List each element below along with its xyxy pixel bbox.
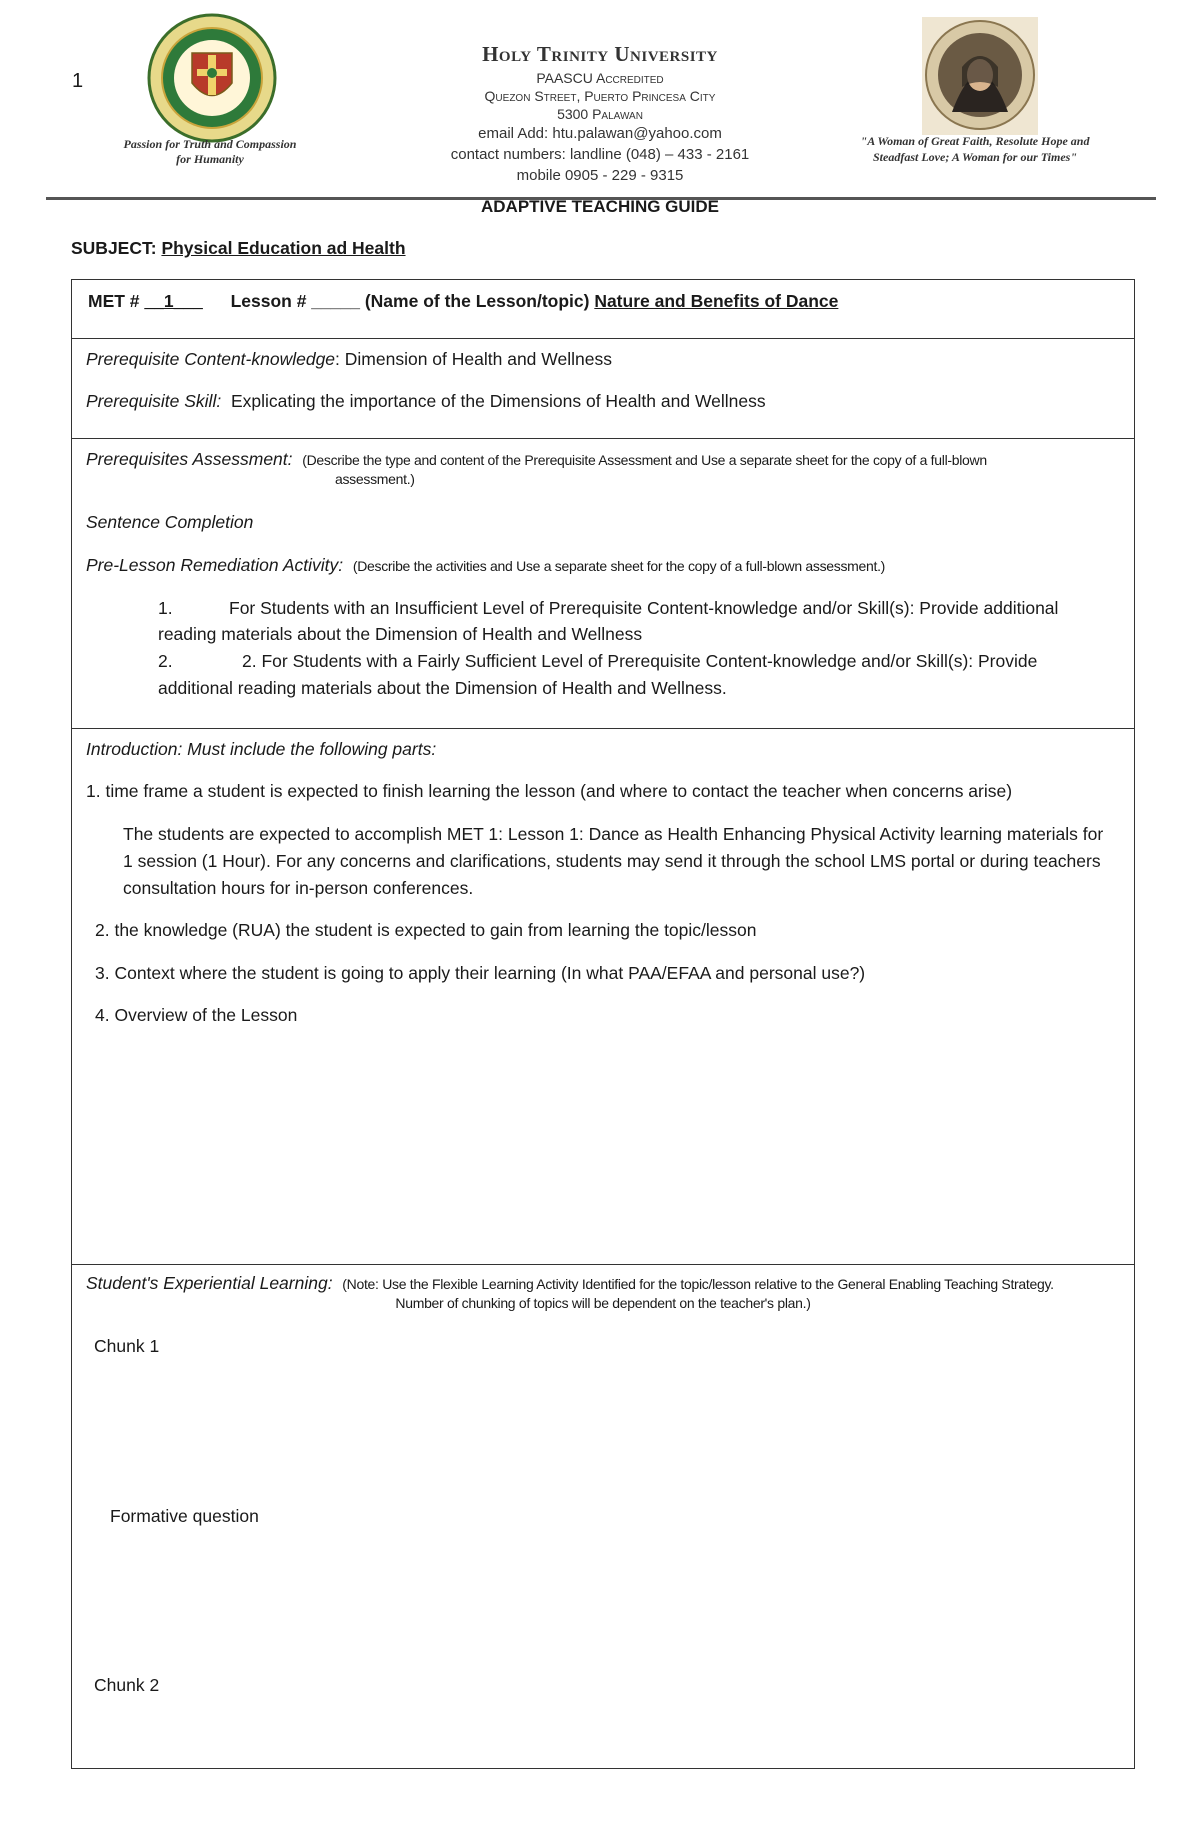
row-divider — [72, 728, 1134, 729]
remediation-note: (Describe the activities and Use a separate sheet for the copy of a full-blown assessment.) — [352, 558, 886, 574]
intro-part-1: 1. time frame a student is expected to finish learning the lesson (and where to contact the teacher when concerns arise) — [86, 781, 1013, 801]
address-line-1: Quezon Street, Puerto Princesa City — [484, 88, 716, 104]
left-motto: Passion for Truth and Compassion for Humanity — [123, 137, 297, 166]
introduction-heading: Introduction: Must include the following parts: — [86, 739, 437, 759]
lesson-value: _____ — [311, 291, 360, 311]
prereq-content — [86, 346, 612, 373]
remediation-item-1-line-1: For Students with an Insufficient Level of Prerequisite Content-knowledge and/or Skill(s): Provide additional — [229, 598, 1059, 618]
lesson-label: Lesson # — [230, 291, 312, 311]
remediation-item-2-line-2: additional reading materials about the Dimension of Health and Wellness. — [158, 678, 727, 698]
experiential-label: Student's Experiential Learning: — [86, 1273, 333, 1293]
university-name: Holy Trinity University — [482, 42, 718, 66]
assessment-heading — [86, 446, 987, 474]
intro-part-3: 3. Context where the student is going to apply their learning (In what PAA/EFAA and personal use?) — [95, 963, 866, 983]
remediation-item-1-num: 1. — [158, 598, 173, 618]
assessment-note-1: (Describe the type and content of the Prerequisite Assessment and Use a separate sheet for the copy of a full-blown — [302, 452, 987, 468]
row-divider — [72, 438, 1134, 439]
prereq-content-label: Prerequisite Content-knowledge — [86, 349, 336, 369]
teaching-guide-table — [71, 279, 1135, 1769]
intro-paragraph-line-3: consultation hours for in-person conferences. — [123, 878, 474, 898]
mobile-line: mobile 0905 - 229 - 9315 — [516, 167, 684, 184]
prereq-content-value: : Dimension of Health and Wellness — [335, 349, 612, 369]
university-info — [370, 42, 830, 186]
prereq-skill — [86, 388, 766, 415]
prereq-skill-value: Explicating the importance of the Dimensions of Health and Wellness — [230, 391, 766, 411]
remediation-item-2-line-1: 2. For Students with a Fairly Sufficient Level of Prerequisite Content-knowledge and/or Skill(s): Provide — [242, 651, 1038, 671]
experiential-note-2: Number of chunking of topics will be dependent on the teacher's plan.) — [395, 1295, 811, 1311]
assessment-type: Sentence Completion — [86, 512, 254, 532]
assessment-label: Prerequisites Assessment: — [86, 449, 293, 469]
remediation-heading — [86, 552, 885, 580]
email-line: email Add: htu.palawan@yahoo.com — [478, 125, 722, 142]
met-label: MET # — [88, 291, 145, 311]
accreditation: PAASCU Accredited — [536, 70, 664, 86]
address-line-2: 5300 Palawan — [557, 106, 643, 122]
intro-paragraph-line-2: 1 session (1 Hour). For any concerns and clarifications, students may send it through the school LMS portal or during teachers — [123, 851, 1101, 871]
portrait-seal-image — [922, 17, 1038, 135]
intro-part-2: 2. the knowledge (RUA) the student is expected to gain from learning the topic/lesson — [95, 920, 757, 940]
lesson-name-value: Nature and Benefits of Dance — [594, 291, 839, 311]
subject-label: SUBJECT: — [71, 238, 162, 258]
remediation-item-1-line-2: reading materials about the Dimension of Health and Wellness — [158, 624, 643, 644]
experiential-note-1: (Note: Use the Flexible Learning Activity Identified for the topic/lesson relative to the General Enabling Teaching Strategy. — [342, 1276, 1054, 1292]
university-seal-logo — [147, 13, 277, 143]
remediation-item-2-num: 2. — [158, 651, 173, 671]
intro-paragraph-line-1: The students are expected to accomplish MET 1: Lesson 1: Dance as Health Enhancing Physical Activity learning materials for — [123, 824, 1104, 844]
row-divider — [72, 1264, 1134, 1265]
met-row — [88, 288, 838, 315]
remediation-label: Pre-Lesson Remediation Activity: — [86, 555, 344, 575]
subject-value: Physical Education ad Health — [161, 238, 406, 258]
right-motto: "A Woman of Great Faith, Resolute Hope and Steadfast Love; A Woman for our Times" — [860, 134, 1090, 164]
chunk-2-label: Chunk 2 — [94, 1675, 160, 1695]
met-value: __1___ — [144, 291, 203, 311]
assessment-note-2: assessment.) — [335, 471, 415, 487]
formative-question-label: Formative question — [110, 1506, 259, 1526]
prereq-skill-label: Prerequisite Skill: — [86, 391, 222, 411]
document-title: ADAPTIVE TEACHING GUIDE — [480, 197, 720, 216]
page-number: 1 — [72, 70, 84, 92]
lesson-name-label: (Name of the Lesson/topic) — [364, 291, 595, 311]
row-divider — [72, 338, 1134, 339]
contact-line: contact numbers: landline (048) – 433 - 2161 — [450, 146, 750, 163]
chunk-1-label: Chunk 1 — [94, 1336, 160, 1356]
intro-part-4: 4. Overview of the Lesson — [95, 1005, 298, 1025]
subject-line — [71, 238, 406, 259]
